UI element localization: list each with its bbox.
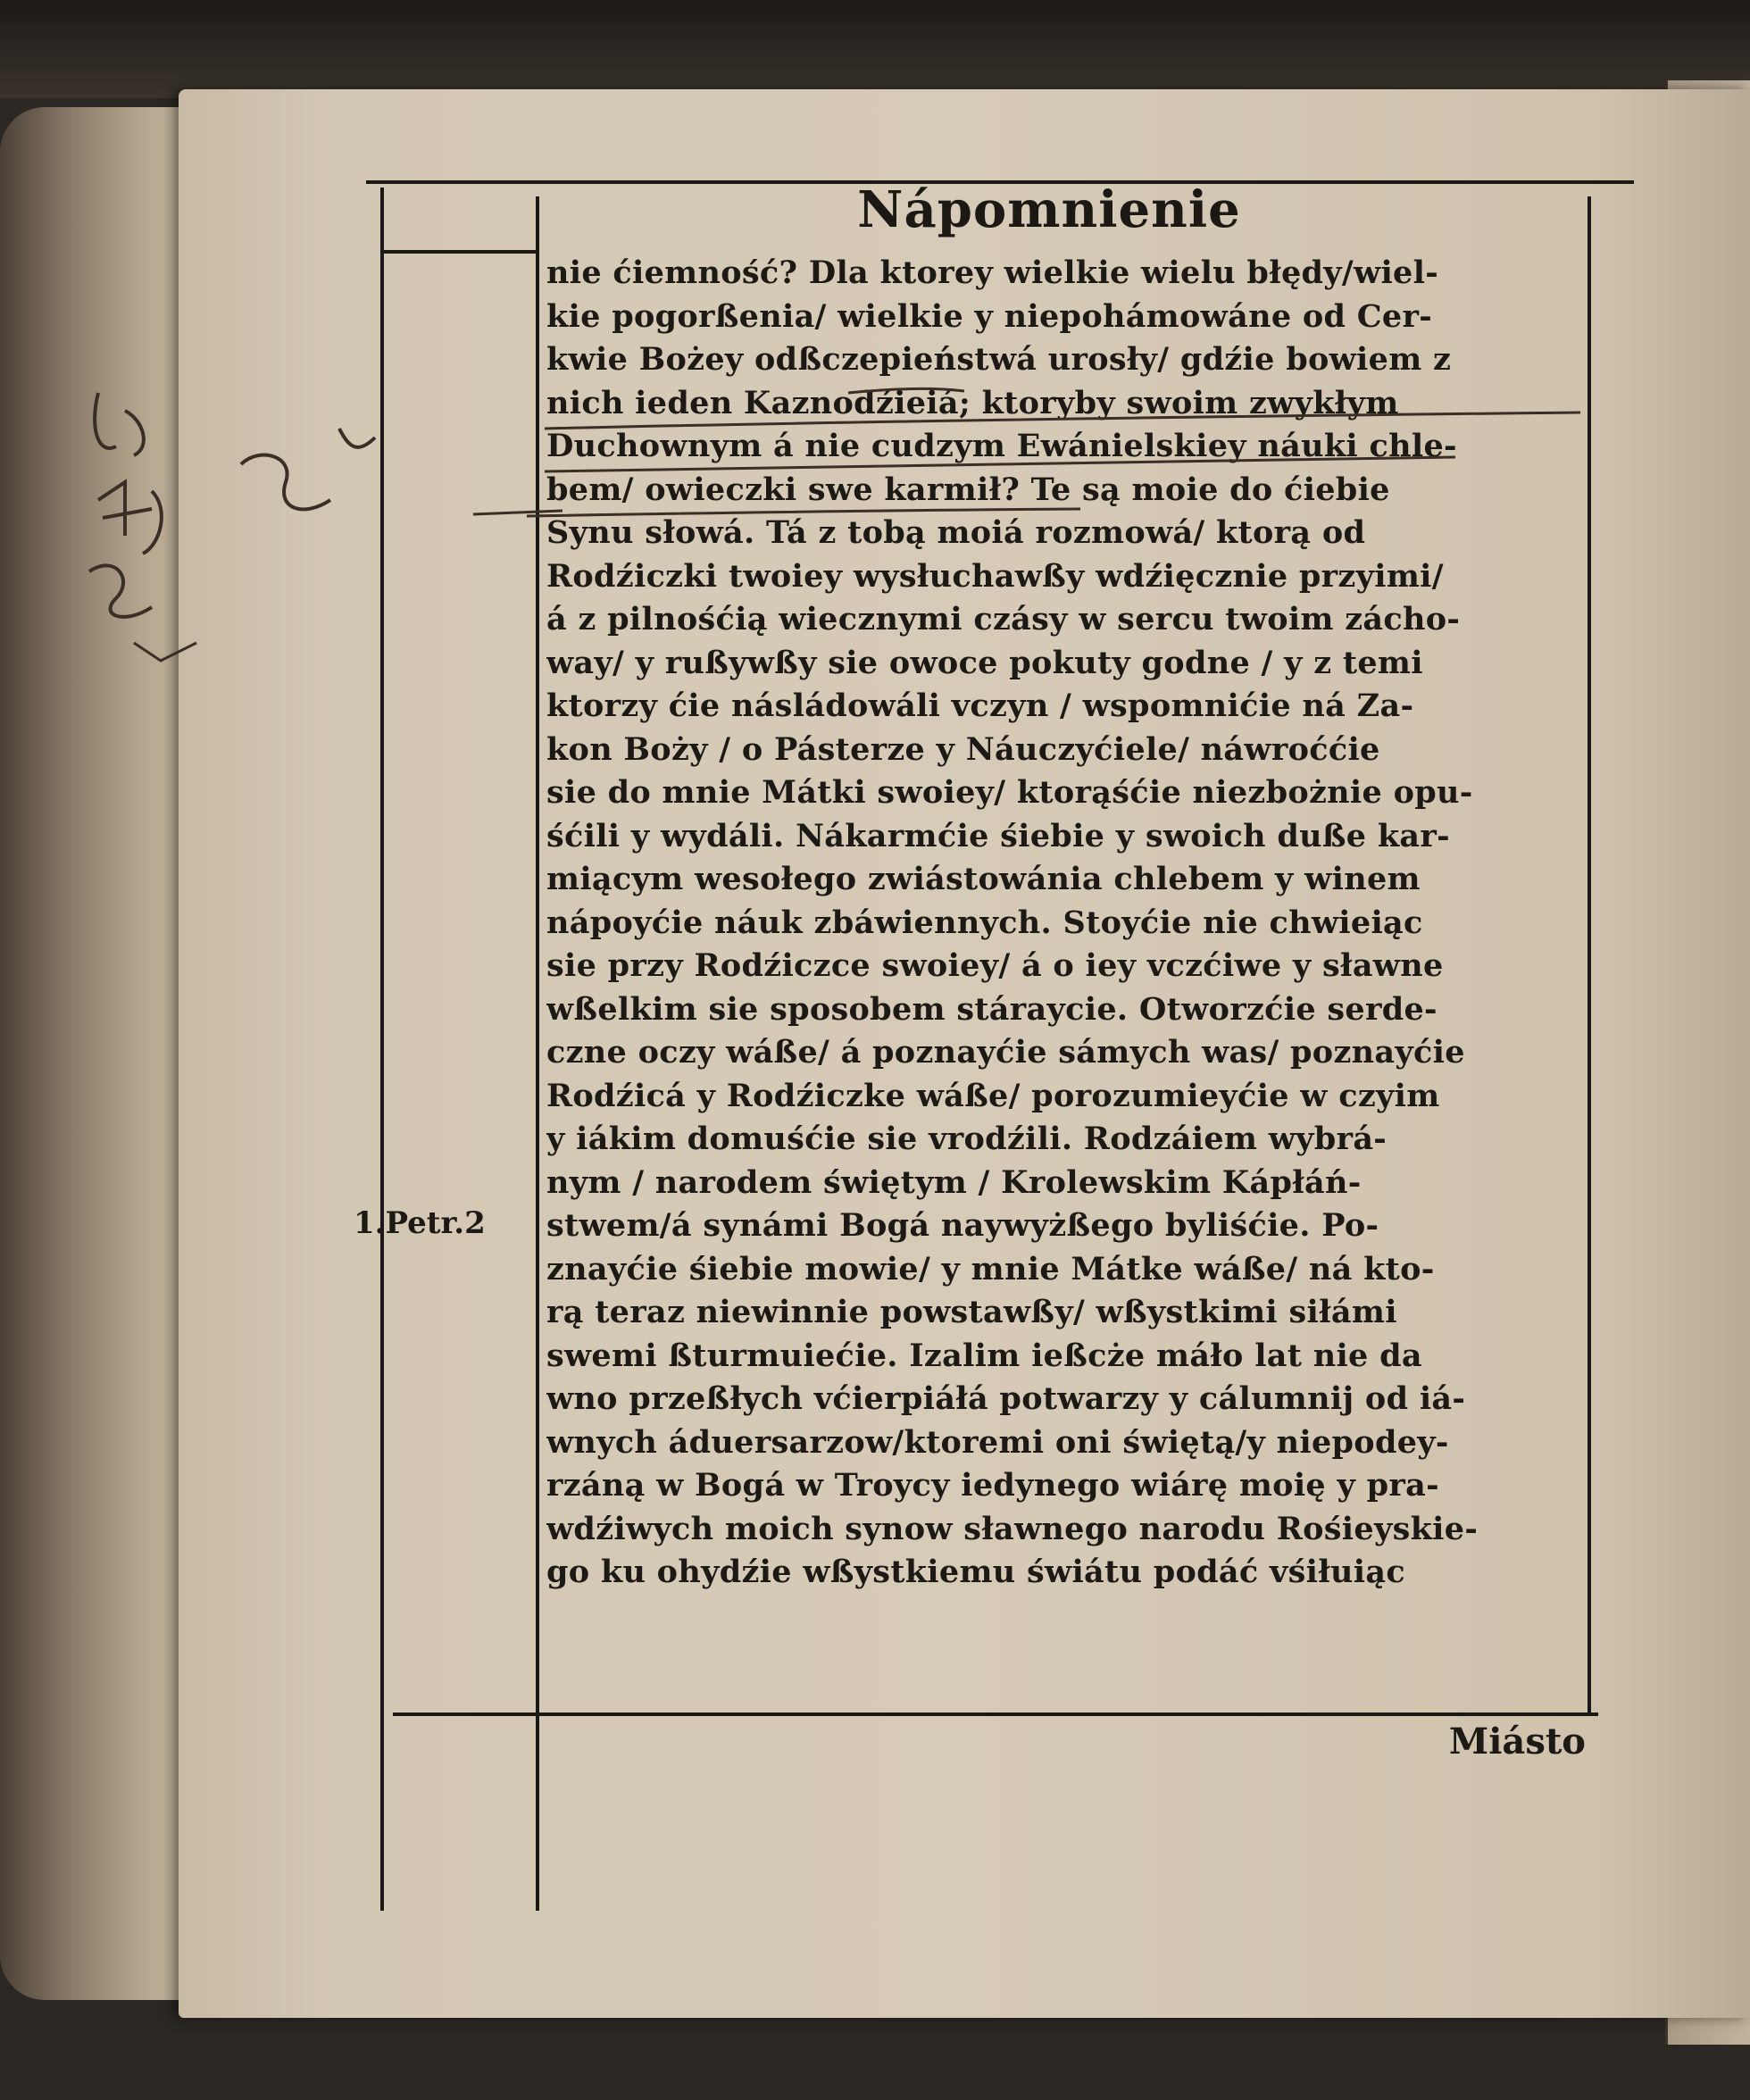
manuscript-margin-scribbles (62, 375, 384, 714)
text-line: nápoyćie náuk zbáwiennych. Stoyćie nie chwieiąc (546, 904, 1423, 941)
text-line: go ku ohydźie wßystkiemu świátu podáć vśiłuiąc (546, 1554, 1405, 1590)
text-line: ktorzy ćie násládowáli vczyn / wspomnićie ná Za- (546, 688, 1414, 724)
text-line: nym / narodem świętym / Krolewskim Kápłáń- (546, 1163, 1362, 1201)
text-line: sie przy Rodźiczce swoiey/ á o iey vczćiwe y sławne (546, 947, 1444, 984)
text-line: wno przeßłych vćierpiáłá potwarzy y cálumnij od iá- (546, 1380, 1466, 1417)
catchword: Miásto (1448, 1721, 1586, 1762)
text-line: nich ieden Kaznodźieiá; ktoryby swoim zwykłym (546, 384, 1399, 421)
text-line: kwie Bożey odßczepieństwá urosły/ gdźie bowiem z (546, 341, 1452, 378)
text-line: y iákim domuśćie sie vrodźili. Rodzáiem wybrá- (546, 1121, 1388, 1157)
text-line: czne oczy wáße/ á poznayćie sámych was/ poznayćie (546, 1034, 1465, 1071)
text-line: miącym wesołego zwiástowánia chlebem y winem (546, 861, 1421, 897)
text-line: wdźiwych moich synow sławnego narodu Rośieyskie- (546, 1510, 1479, 1547)
background-top (0, 0, 1750, 98)
text-line: rą teraz niewinnie powstawßy/ wßystkimi siłámi (546, 1294, 1397, 1330)
text-line: Rodźiczki twoiey wysłuchawßy wdźięcznie przyimi/ (546, 557, 1444, 595)
text-line: kie pogorßenia/ wielkie y niepohámowáne od Cer- (546, 297, 1433, 335)
text-line: śćili y wydáli. Nákarmćie śiebie y swoich duße kar- (546, 817, 1450, 854)
text-line: kon Boży / o Pásterze y Náuczyćiele/ náwroććie (546, 730, 1380, 768)
text-line: nie ćiemność? Dla ktorey wielkie wielu błędy/wiel- (546, 254, 1439, 291)
manuscript-underline-marks (384, 357, 1598, 536)
text-line: Synu słowá. Tá z tobą moiá rozmowá/ ktorą od (546, 514, 1366, 551)
text-line: swemi ßturmuiećie. Izalim ießcże máło lat nie da (546, 1337, 1422, 1374)
text-line: sie do mnie Mátki swoiey/ ktorąśćie niezbożnie opu- (546, 774, 1473, 811)
bottom-rule (393, 1712, 1598, 1716)
text-line: bem/ owieczki swe karmił? Te są moie do ćiebie (546, 471, 1390, 508)
header-rule-left (384, 250, 536, 254)
text-line: stwem/á synámi Bogá naywyżßego byliśćie. Po- (546, 1207, 1379, 1244)
text-line: rzáną w Bogá w Troycy iedynego wiárę moię y pra- (546, 1467, 1439, 1504)
text-line: znayćie śiebie mowie/ y mnie Mátke wáße/ ná kto- (546, 1250, 1435, 1288)
text-line: á z pilnośćią wiecznymi czásy w sercu twoim zácho- (546, 601, 1461, 638)
text-line: wnych áduersarzow/ktoremi oni świętą/y niepodey- (546, 1423, 1449, 1461)
text-line: way/ y rußywßy sie owoce pokuty godne / y z temi (546, 644, 1423, 681)
running-head: Nápomnienie (857, 180, 1241, 239)
text-line: wßelkim sie sposobem stáraycie. Otworzćie serde- (546, 990, 1438, 1028)
text-line: Rodźicá y Rodźiczke wáße/ porozumieyćie w czyim (546, 1077, 1440, 1114)
text-line: Duchownym á nie cudzym Ewánielskiey náuki chle- (546, 428, 1457, 464)
marginal-reference: 1.Petr.2 (354, 1205, 486, 1241)
